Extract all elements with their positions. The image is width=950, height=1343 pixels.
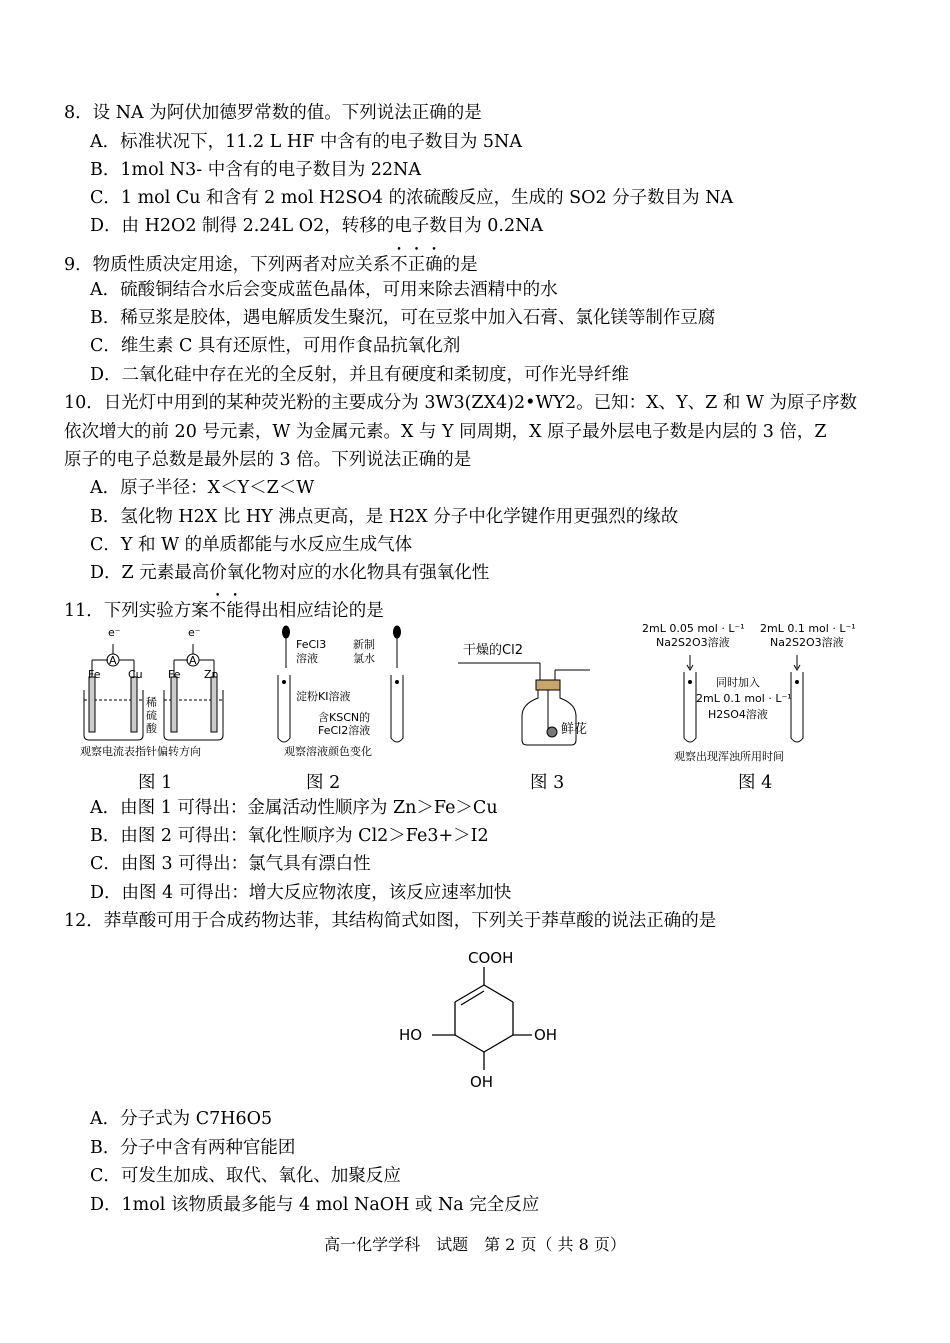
fig3-gas-label: 干燥的Cl2 [463, 643, 523, 658]
fig4-mid-2: 2mL 0.1 mol · L⁻¹ [696, 692, 792, 705]
q12-option-c: C．可发生加成、取代、氧化、加聚反应 [90, 1166, 401, 1186]
q11-option-b: B．由图 2 可得出：氧化性顺序为 Cl2＞Fe3+＞I2 [90, 826, 489, 846]
q11-option-a: A．由图 1 可得出：金属活动性顺序为 Zn＞Fe＞Cu [90, 798, 498, 818]
q9-stem-pre: 9．物质性质决定用途，下列两者对应关系 [64, 255, 391, 275]
q8-option-d: D．由 H2O2 制得 2.24L O2，转移的电子数目为 0.2NA [90, 216, 544, 236]
q12-option-b: B．分子中含有两种官能团 [90, 1138, 296, 1158]
fig1-ammeter-2: A [189, 654, 197, 667]
fig1-acid-3: 酸 [146, 722, 157, 735]
fig4-caption: 图 4 [738, 773, 773, 793]
q9-option-d: D．二氧化硅中存在光的全反射，并且有硬度和柔韧度，可作光导纤维 [90, 365, 630, 385]
q11-stem-post: 得出相应结论的是 [243, 601, 384, 621]
struct-oh-bottom: OH [470, 1073, 494, 1091]
q8-option-c: C．1 mol Cu 和含有 2 mol H2SO4 的浓硫酸反应，生成的 SO2 分子数目为 NA [90, 188, 734, 208]
q10-stem-line2: 依次增大的前 20 号元素，W 为金属元素。X 与 Y 同周期，X 原子最外层电子数是内层的 3 倍，Z [64, 422, 827, 442]
q9-option-b: B．稀豆浆是胶体，遇电解质发生聚沉，可在豆浆中加入石膏、氯化镁等制作豆腐 [90, 308, 716, 328]
fig1-acid-2: 硫 [146, 709, 157, 722]
q11-stem [64, 591, 384, 622]
fig1-electron-label-2: e⁻ [188, 626, 201, 639]
fig2-note: 观察溶液颜色变化 [284, 745, 372, 758]
fig2-chlorine-2: 氯水 [353, 652, 375, 665]
fig1-note: 观察电流表指针偏转方向 [80, 745, 201, 758]
q10-stem-line1: 10．日光灯中用到的某种荧光粉的主要成分为 3W3(ZX4)2•WY2。已知：X、Y、Z 和 W 为原子序数 [64, 393, 857, 413]
fig2-chlorine-1: 新制 [353, 638, 375, 651]
q9-stem-post: 的是 [442, 255, 478, 275]
fig1-fe-1: Fe [88, 668, 101, 681]
fig2-kscn-2: FeCl2溶液 [318, 724, 371, 737]
fig1-fe-2: Fe [168, 668, 181, 681]
fig1-electron-label-1: e⁻ [108, 626, 121, 639]
struct-cooh: COOH [468, 949, 514, 967]
shikimic-acid-structure [390, 945, 590, 1095]
fig4-note: 观察出现浑浊所用时间 [674, 750, 784, 763]
q10-option-b: B．氢化物 H2X 比 HY 沸点更高，是 H2X 分子中化学键作用更强烈的缘故 [90, 507, 679, 527]
fig1-cu: Cu [128, 668, 143, 681]
fig4-left-conc: 2mL 0.05 mol · L⁻¹ [642, 622, 745, 635]
fig4-mid-3: H2SO4溶液 [708, 708, 768, 721]
q9-stem-emphasis: 不正确 [390, 255, 443, 275]
q11-figures [0, 620, 950, 770]
fig1-ammeter-1: A [109, 654, 117, 667]
q11-stem-pre: 11．下列实验方案 [64, 601, 209, 621]
q11-option-d: D．由图 4 可得出：增大反应物浓度，该反应速率加快 [90, 883, 512, 903]
q9-option-a: A．硫酸铜结合水后会变成蓝色晶体，可用来除去酒精中的水 [90, 280, 558, 300]
fig4-mid-1: 同时加入 [716, 676, 760, 689]
fig1-acid-1: 稀 [146, 696, 157, 709]
q12-option-a: A．分子式为 C7H6O5 [90, 1109, 273, 1129]
fig1-zn: Zn [204, 668, 219, 681]
q12-option-d: D．1mol 该物质最多能与 4 mol NaOH 或 Na 完全反应 [90, 1195, 540, 1215]
struct-ho-left: HO [399, 1026, 423, 1044]
q10-stem-line3: 原子的电子总数是最外层的 3 倍。下列说法正确的是 [64, 450, 472, 470]
q11-option-c: C．由图 3 可得出：氯气具有漂白性 [90, 854, 371, 874]
fig2-kscn-1: 含KSCN的 [318, 711, 371, 724]
q10-option-c: C．Y 和 W 的单质都能与水反应生成气体 [90, 535, 413, 555]
fig3-caption: 图 3 [530, 773, 565, 793]
q9-stem [64, 245, 478, 276]
q11-stem-emphasis: 不能 [208, 601, 244, 621]
fig3-flower-label: 鲜花 [561, 722, 588, 737]
fig2-ki: 淀粉KI溶液 [296, 690, 351, 703]
fig2-fecl3-solution: 溶液 [296, 652, 318, 665]
q8-option-b: B．1mol N3- 中含有的电子数目为 22NA [90, 160, 421, 180]
q8-option-a: A．标准状况下，11.2 L HF 中含有的电子数目为 5NA [90, 132, 522, 152]
fig2-fecl3: FeCl3 [296, 638, 327, 651]
fig4-left-solution: Na2S2O3溶液 [656, 636, 730, 649]
q10-option-d: D．Z 元素最高价氧化物对应的水化物具有强氧化性 [90, 563, 490, 583]
struct-oh-right: OH [534, 1026, 558, 1044]
fig2-caption: 图 2 [306, 773, 341, 793]
q9-option-c: C．维生素 C 具有还原性，可用作食品抗氧化剂 [90, 336, 461, 356]
q10-option-a: A．原子半径：X＜Y＜Z＜W [90, 478, 315, 498]
q8-stem: 8．设 NA 为阿伏加德罗常数的值。下列说法正确的是 [64, 103, 482, 123]
q12-stem: 12．莽草酸可用于合成药物达菲，其结构简式如图，下列关于莽草酸的说法正确的是 [64, 911, 717, 931]
fig4-right-solution: Na2S2O3溶液 [770, 636, 844, 649]
fig1-caption: 图 1 [138, 773, 173, 793]
page-footer: 高一化学学科 试题 第 2 页（ 共 8 页） [324, 1235, 626, 1254]
fig4-right-conc: 2mL 0.1 mol · L⁻¹ [760, 622, 856, 635]
